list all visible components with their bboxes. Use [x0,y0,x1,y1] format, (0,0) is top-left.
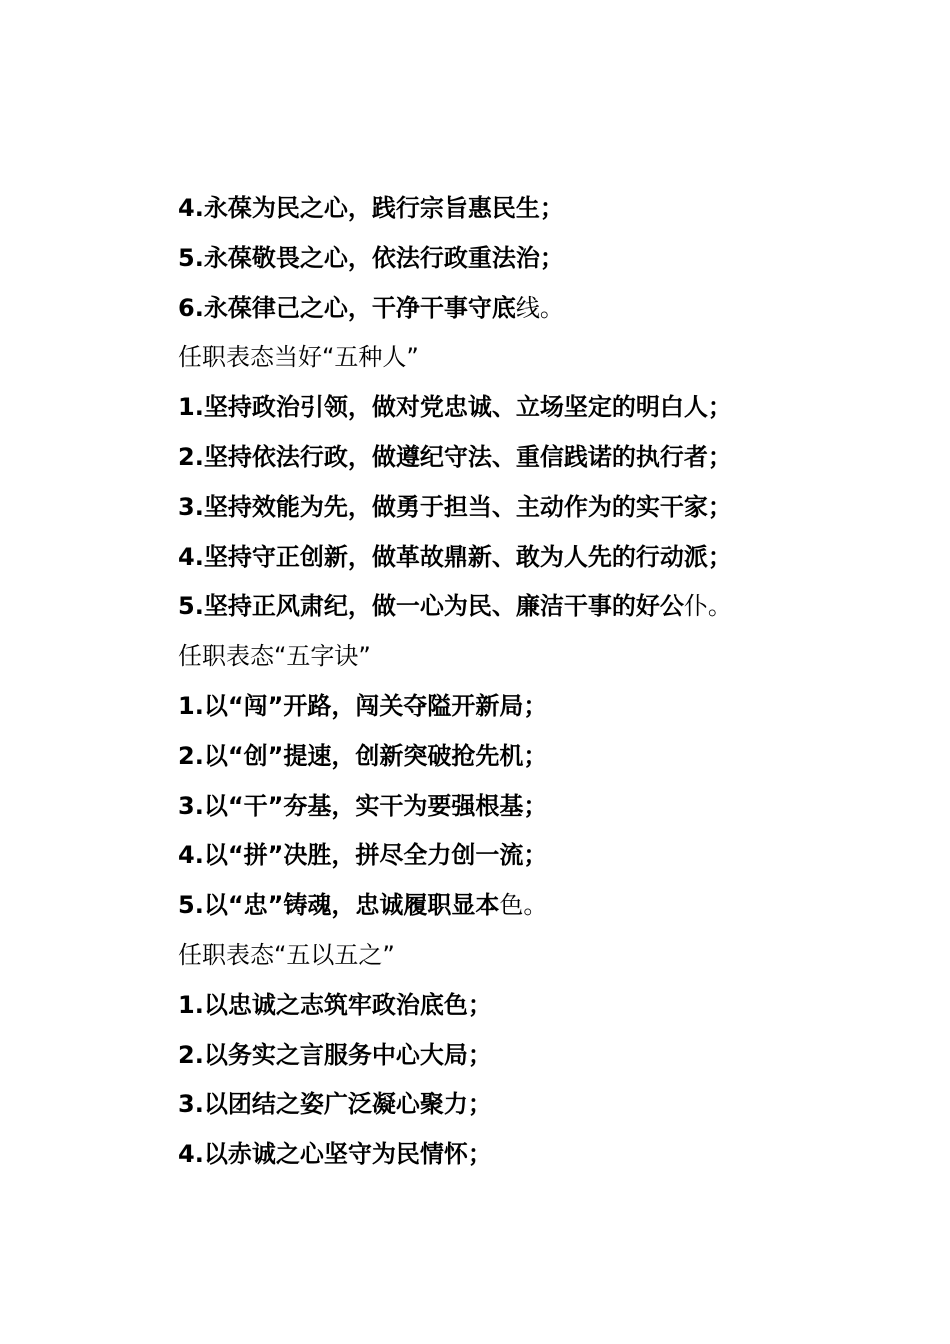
text-line [178,483,898,533]
line-text: 任职表态“五以五之” [178,940,395,969]
line-tail: 色。 [499,891,548,920]
line-text: 5.以“忠”铸魂，忠诚履职显本 [178,891,500,920]
line-text: 任职表态当好“五种人” [178,343,419,372]
line-text: 2.以务实之言服务中心大局； [178,1040,492,1069]
line-text: 2.以“创”提速，创新突破抢先机； [178,741,548,770]
line-text: 3.以“干”夯基，实干为要强根基； [178,791,548,820]
text-line [178,284,898,334]
text-line [178,831,898,881]
line-text: 任职表态“五字诀” [178,642,371,671]
text-line [178,582,898,632]
text-line [178,1080,898,1130]
section-heading [178,333,898,383]
text-line [178,782,898,832]
section-heading [178,632,898,682]
line-text: 2.坚持依法行政，做遵纪守法、重信践诺的执行者； [178,442,732,471]
line-text: 3.以团结之姿广泛凝心聚力； [178,1090,492,1119]
text-line [178,533,898,583]
text-line [178,433,898,483]
line-text: 1.以“闯”开路，闯关夺隘开新局； [178,691,548,720]
text-line [178,881,898,931]
text-line [178,234,898,284]
text-line [178,682,898,732]
line-text: 5.永葆敬畏之心，依法行政重法治； [178,243,564,272]
text-line [178,383,898,433]
line-text: 1.以忠诚之志筑牢政治底色； [178,990,492,1019]
text-line [178,732,898,782]
text-line [178,981,898,1031]
line-tail: 线。 [515,293,564,322]
line-text: 5.坚持正风肃纪，做一心为民、廉洁干事的好公 [178,592,684,621]
line-text: 3.坚持效能为先，做勇于担当、主动作为的实干家； [178,492,732,521]
text-line [178,184,898,234]
line-tail: 仆。 [683,592,732,621]
document-body [178,184,898,1180]
text-line [178,1031,898,1081]
line-text: 6.永葆律己之心，干净干事守底 [178,293,516,322]
section-heading [178,931,898,981]
line-text: 4.以赤诚之心坚守为民情怀； [178,1140,492,1169]
line-text: 4.以“拼”决胜，拼尽全力创一流； [178,841,548,870]
line-text: 4.永葆为民之心，践行宗旨惠民生； [178,194,564,222]
line-text: 1.坚持政治引领，做对党忠诚、立场坚定的明白人； [178,393,732,422]
text-line [178,1130,898,1180]
line-text: 4.坚持守正创新，做革故鼎新、敢为人先的行动派； [178,542,732,571]
